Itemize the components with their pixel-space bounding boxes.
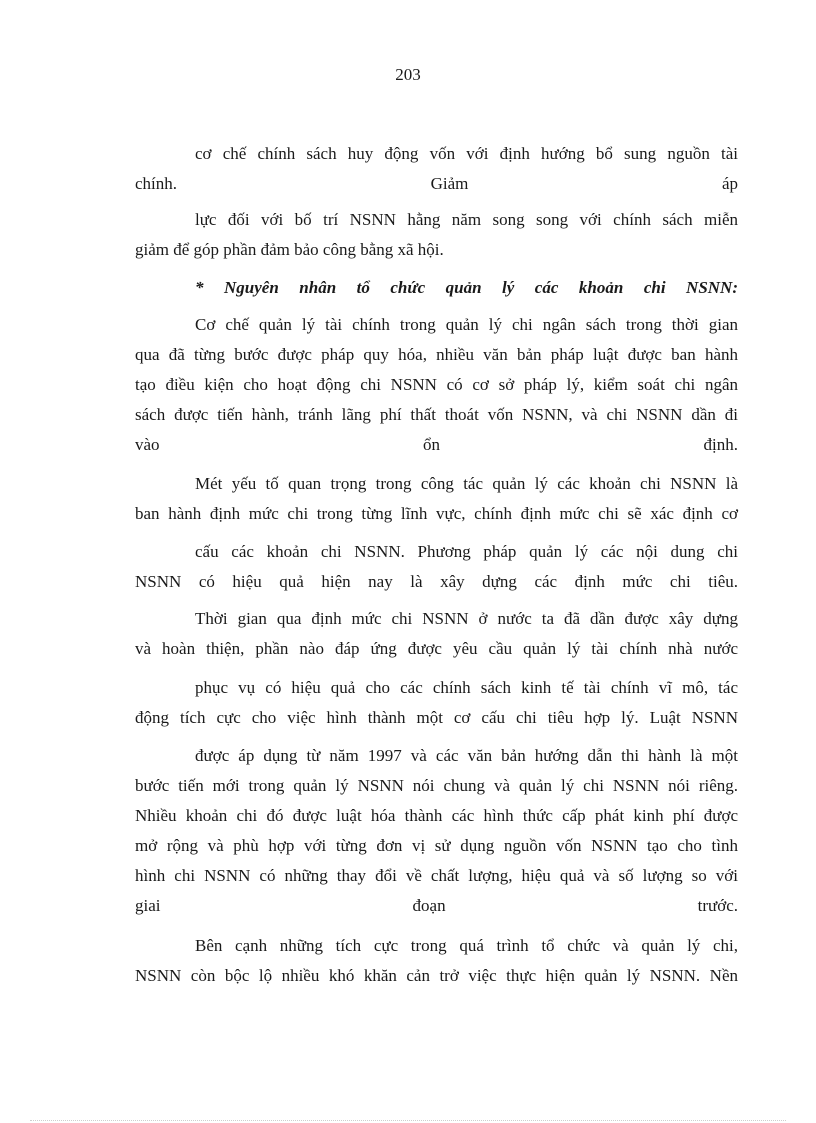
text-line: tạo điều kiện cho hoạt động chi NSNN có cơ sở pháp lý, kiểm soát chi ngân: [135, 375, 738, 394]
word: Giảm: [430, 174, 469, 193]
word: ổn: [423, 435, 441, 454]
word: chính.: [135, 174, 178, 193]
section-heading: * Nguyên nhân tổ chức quản lý các khoản chi NSNN:: [195, 278, 738, 297]
text-line: qua đã từng bước được pháp quy hóa, nhiều văn bản pháp luật được ban hành: [135, 345, 738, 364]
text-line: động tích cực cho việc hình thành một cơ cấu chi tiêu hợp lý. Luật NSNN: [135, 708, 738, 727]
text-line-spread: [135, 172, 738, 196]
word: giai: [135, 896, 161, 915]
text-line: Cơ chế quản lý tài chính trong quản lý chi ngân sách trong thời gian: [195, 315, 738, 334]
text-line: mở rộng và phù hợp với từng đơn vị sử dụng nguồn vốn NSNN tạo cho tình: [135, 836, 738, 855]
word: vào: [135, 435, 160, 454]
text-line: NSNN có hiệu quả hiện nay là xây dựng các định mức chi tiêu.: [135, 572, 738, 591]
word: định.: [703, 435, 738, 454]
text-line: sách được tiến hành, tránh lãng phí thất thoát vốn NSNN, và chi NSNN dần đi: [135, 405, 738, 424]
text-line: cấu các khoản chi NSNN. Phương pháp quản lý các nội dung chi: [195, 542, 738, 561]
text-line: phục vụ có hiệu quả cho các chính sách kinh tế tài chính vĩ mô, tác: [195, 678, 738, 697]
text-line: Thời gian qua định mức chi NSNN ở nước ta đã dần được xây dựng: [195, 609, 738, 628]
text-line: Bên cạnh những tích cực trong quá trình tổ chức và quản lý chi,: [195, 936, 738, 955]
text-line: bước tiến mới trong quản lý NSNN nói chung và quản lý chi NSNN nói riêng.: [135, 776, 738, 795]
text-line: Mét yếu tố quan trọng trong công tác quản lý các khoản chi NSNN là: [195, 474, 738, 493]
page-number: 203: [395, 65, 421, 84]
text-line: NSNN còn bộc lộ nhiều khó khăn cản trở việc thực hiện quản lý NSNN. Nền: [135, 966, 738, 985]
text-line: Nhiều khoản chi đó được luật hóa thành các hình thức cấp phát kinh phí được: [135, 806, 738, 825]
word: áp: [721, 174, 738, 193]
text-line: hình chi NSNN có những thay đổi về chất lượng, hiệu quả và số lượng so với: [135, 866, 738, 885]
text-line: và hoàn thiện, phần nào đáp ứng được yêu cầu quản lý tài chính nhà nước: [135, 639, 738, 658]
text-line-spread: [135, 433, 738, 457]
text-line: ban hành định mức chi trong từng lĩnh vực, chính định mức chi sẽ xác định cơ: [135, 504, 738, 523]
text-line: giảm để góp phần đảm bảo công bằng xã hội.: [135, 240, 444, 259]
text-line: lực đối với bố trí NSNN hằng năm song song với chính sách miễn: [195, 210, 738, 229]
footer-rule: [30, 1120, 786, 1121]
word: đoạn: [412, 896, 446, 915]
word: trước.: [697, 896, 738, 915]
text-line: được áp dụng từ năm 1997 và các văn bản hướng dẫn thi hành là một: [195, 746, 738, 765]
text-line-spread: [135, 894, 738, 918]
text-line: cơ chế chính sách huy động vốn với định hướng bổ sung nguồn tài: [195, 144, 738, 163]
